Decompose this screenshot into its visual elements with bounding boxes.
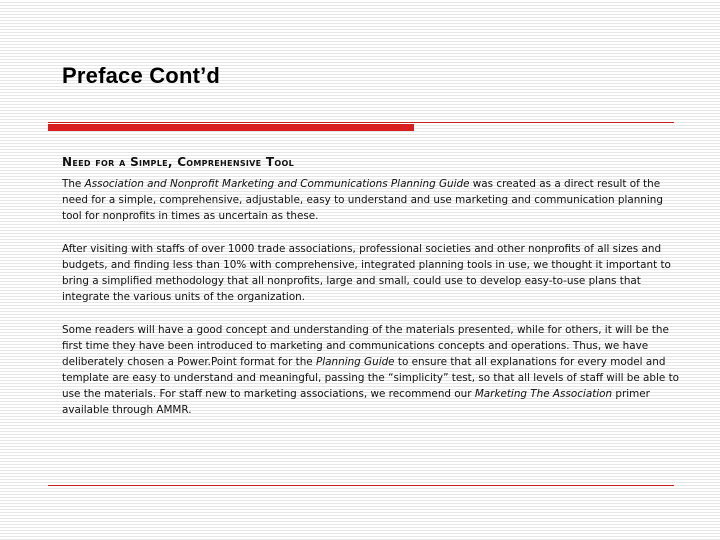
title-accent-bar: [48, 124, 414, 131]
paragraph-3: [62, 322, 680, 418]
section-heading: Need for a Simple, Comprehensive Tool: [62, 155, 294, 169]
slide-body: [62, 154, 680, 435]
paragraph-3-text-cont: to ensure that all explanations for every model and template are easy to understand and meaningful, passing the “simplicity” test, so that all levels of staff will be able to use the materials. For staff new to marketing associations, we recommend our: [62, 356, 680, 400]
guide-title-italic: Association and Nonprofit Marketing and Communications Planning Guide: [84, 178, 470, 190]
slide-title: Preface Cont’d: [62, 63, 221, 88]
paragraph-1: [62, 176, 680, 224]
paragraph-2-text: After visiting with staffs of over 1000 trade associations, professional societies and other nonprofits of all sizes and budgets, and finding less than 10% with comprehensive, integrated planning tools in use, we thought it important to bring a simplified methodology that all nonprofits, large and small, could use to develop easy-to-use plans that integrate the various units of the organization.: [62, 243, 671, 303]
paragraph-1-text: The: [62, 178, 85, 190]
paragraph-3-text: Some readers will have a good concept and understanding of the materials presented, while for others, it will be the first time they have been introduced to marketing and communications concepts and operations. Thus, we have deliberately chosen a Power.Point format for the: [62, 324, 669, 368]
primer-title-italic: Marketing The Association: [474, 388, 613, 400]
paragraph-3-text-end: primer available through AMMR.: [62, 388, 650, 416]
title-divider-line: [48, 122, 674, 123]
paragraph-2: [62, 241, 680, 305]
footer-divider-line: [48, 485, 674, 486]
planning-guide-italic: Planning Guide: [316, 356, 395, 368]
paragraph-1-text-cont: was created as a direct result of the need for a simple, comprehensive, adjustable, easy to understand and use marketing and communication planning tool for nonprofits in times as uncertain as these.: [62, 178, 663, 222]
